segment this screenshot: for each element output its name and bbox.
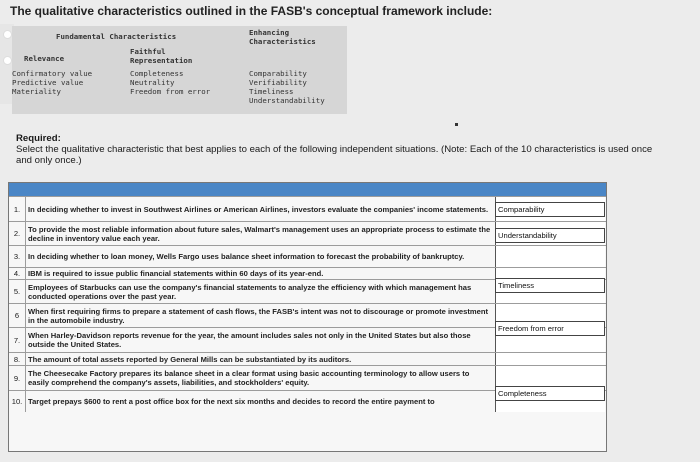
- situation-text: IBM is required to issue public financial statements within 60 days of its year-end.: [28, 269, 324, 278]
- confirmatory-value: Confirmatory value: [12, 69, 93, 78]
- materiality: Materiality: [12, 87, 61, 96]
- relevance-label: Relevance: [24, 54, 65, 63]
- answer-select[interactable]: Freedom from error: [495, 321, 605, 336]
- neutrality: Neutrality: [130, 78, 175, 87]
- fundamental-header: Fundamental Characteristics: [56, 32, 177, 41]
- answer-cell[interactable]: [495, 246, 605, 267]
- situation-text: When Harley-Davidson reports revenue for the year, the amount includes sales not only in the United States but also those outside the United States.: [28, 331, 471, 349]
- table-header: [9, 183, 606, 196]
- freedom-from-error: Freedom from error: [130, 87, 211, 96]
- table-row: [9, 245, 606, 267]
- matching-table: [8, 182, 607, 452]
- predictive-value: Predictive value: [12, 78, 84, 87]
- situation-text: In deciding whether to invest in Southwest Airlines or American Airlines, investors evaluate the companies' income statements.: [28, 204, 489, 214]
- situation-text: In deciding whether to loan money, Wells Fargo uses balance sheet information to forecast the probability of bankruptcy.: [28, 252, 465, 261]
- row-number: 10.: [9, 391, 26, 412]
- completeness: Completeness: [130, 69, 184, 78]
- situation-text: Target prepays $600 to rent a post office box for the next six months and decides to record the entire payment to: [28, 397, 435, 406]
- answer-select[interactable]: Timeliness: [495, 278, 605, 293]
- situation-text: The Cheesecake Factory prepares its balance sheet in a clear format using basic accounting terminology to allow users to easily comprehend the company's assets, liabilities, and stockholders' equity.: [28, 369, 470, 387]
- answer-select[interactable]: Comparability: [495, 202, 605, 217]
- radio-dot-icon: [3, 56, 12, 65]
- row-number: 3.: [9, 246, 26, 267]
- comparability: Comparability: [249, 69, 307, 78]
- row-number: 7.: [9, 328, 26, 352]
- row-number: 9.: [9, 366, 26, 390]
- row-number: 6: [9, 304, 26, 327]
- row-number: 2.: [9, 222, 26, 245]
- answer-cell[interactable]: [495, 353, 605, 365]
- table-row: [9, 352, 606, 365]
- faithful-representation-label: Faithful Representation: [130, 47, 193, 65]
- understandability: Understandability: [249, 96, 325, 105]
- row-number: 4.: [9, 268, 26, 279]
- required-heading: Required:: [16, 133, 61, 144]
- question-title: The qualitative characteristics outlined in the FASB's conceptual framework include:: [10, 4, 493, 18]
- required-text: Select the qualitative characteristic that best applies to each of the following independent situations. (Note: Each of the 10 characteristics is used once and only once.): [16, 144, 653, 166]
- row-number: 8.: [9, 353, 26, 365]
- timeliness: Timeliness: [249, 87, 294, 96]
- situation-text: To provide the most reliable information about future sales, Walmart's management uses an appropriate process to estimate the decline in inventory value each year.: [28, 224, 491, 243]
- enhancing-header: Enhancing Characteristics: [249, 28, 316, 46]
- verifiability: Verifiability: [249, 78, 307, 87]
- radio-dot-icon: [3, 30, 12, 39]
- cursor-marker: [455, 123, 458, 126]
- instructions: [16, 133, 656, 166]
- situation-text: When first requiring firms to prepare a statement of cash flows, the FASB's intent was not to discourage or promote investment in the automobile industry.: [28, 306, 489, 325]
- answer-select[interactable]: Understandability: [495, 228, 605, 243]
- situation-text: The amount of total assets reported by General Mills can be substantiated by its auditors.: [28, 354, 352, 364]
- row-number: 1.: [9, 197, 26, 221]
- framework-table: [12, 26, 347, 114]
- answer-select[interactable]: Completeness: [495, 386, 605, 401]
- row-number: 5.: [9, 280, 26, 303]
- situation-text: Employees of Starbucks can use the company's financial statements to analyze the efficiency with which management has conducted operations over the past year.: [28, 282, 472, 301]
